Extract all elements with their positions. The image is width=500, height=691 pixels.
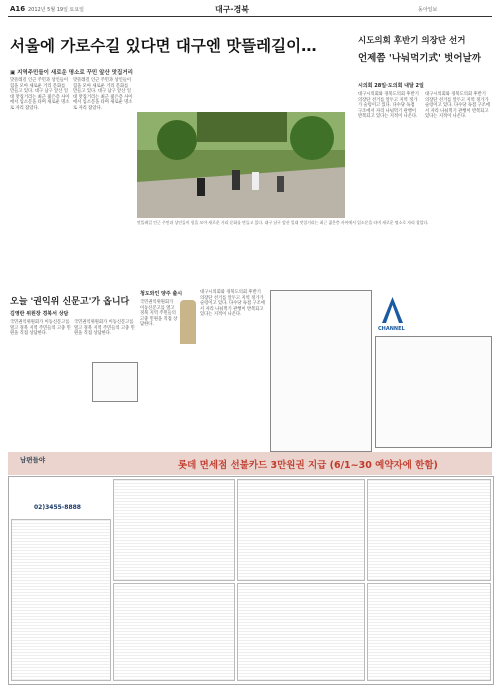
lower-subhead: 김영란 위원장 경북서 상담 [10, 311, 69, 317]
ad-title: 롯데 면세점 선불카드 3만원권 지급 (6/1~30 예약자에 한함) [178, 460, 438, 471]
main-subhead: ▣ 지역주민들이 새로운 명소로 꾸민 앞산 맛집거리 [10, 70, 133, 76]
right-subhead: 시의회 28일·도의회 내달 2일 [358, 83, 424, 89]
date: 2012년 5월 19일 토요일 [28, 7, 85, 13]
wine-bottle-image [180, 300, 196, 344]
header-rule [8, 16, 492, 17]
notice-box [270, 290, 372, 452]
main-body-col1: 맛뜰레길 인근 주민과 상인들이 힘을 모아 새로운 거리 문화를 만들고 있다. 대구 남구 앞산 일대 맛집거리는 최근 젊은층 사이에서 입소문을 타며 새로운 명소로 자리 잡았다. [10, 78, 70, 111]
ad-logo: 남편들야 [20, 456, 46, 464]
channel-a-logo [380, 295, 405, 327]
main-body-col2: 맛뜰레길 인근 주민과 상인들이 힘을 모아 새로운 거리 문화를 만들고 있다. 대구 남구 앞산 일대 맛집거리는 최근 젊은층 사이에서 입소문을 타며 새로운 명소로 자리 잡았다. [73, 78, 133, 111]
right-body-col1: 대구시의회와 경북도의회 후반기 의장단 선거를 앞두고 지역 정가가 술렁이고 있다. 다수당 독점 구조에서 자리 나눠먹기 관행이 반복되고 있다는 지적이 나온다. [358, 92, 419, 120]
ad-cell [367, 583, 491, 681]
lower-body-col1: 국민권익위원회가 이동신문고를 열고 경북 지역 주민들의 고충 민원을 직접 상담한다. [10, 320, 71, 337]
street-photo [137, 112, 345, 218]
page-number: A16 [10, 5, 26, 13]
right-headline-1: 시도의회 후반기 의장단 선거 [358, 36, 466, 46]
right-body-col2: 대구시의회와 경북도의회 후반기 의장단 선거를 앞두고 지역 정가가 술렁이고 있다. 다수당 독점 구조에서 자리 나눠먹기 관행이 반복되고 있다는 지적이 나온다. [425, 92, 490, 120]
lower-headline: 오늘 '권익위 신문고'가 옵니다 [10, 297, 130, 307]
photo-caption: 맛뜰레길 인근 주민과 상인들이 힘을 모아 새로운 거리 문화를 만들고 있다. 대구 남구 앞산 일대 맛집거리는 최근 젊은층 사이에서 입소문을 타며 새로운 명소로 자리 잡았다. [137, 220, 429, 225]
ad-cell [237, 479, 365, 581]
ad-phone: 02)3455-8888 [34, 504, 81, 511]
ad-cell [113, 479, 235, 581]
main-headline: 서울에 가로수길 있다면 대구엔 맛뜰레길이… [10, 37, 317, 55]
paper-name: 동아일보 [418, 7, 438, 13]
ad-banner [8, 452, 492, 475]
ad-cell [367, 479, 491, 581]
channel-a-text: CHANNEL [378, 326, 405, 332]
wine-body: 국민권익위원회가 이동신문고를 열고 경북 지역 주민들의 고충 민원을 직접 상담한다. [140, 300, 178, 328]
tv-schedule [375, 336, 492, 448]
ad-grid [8, 476, 494, 685]
ad-cell [113, 583, 235, 681]
lower-body-col2: 국민권익위원회가 이동신문고를 열고 경북 지역 주민들의 고충 민원을 직접 상담한다. [74, 320, 135, 337]
lower-body-col3: 대구시의회와 경북도의회 후반기 의장단 선거를 앞두고 지역 정가가 술렁이고 있다. 다수당 독점 구조에서 자리 나눠먹기 관행이 반복되고 있다는 지적이 나온다. [200, 290, 265, 318]
right-headline-2: 언제쯤 '나눠먹기式' 벗어날까 [358, 53, 481, 64]
ad-cell [11, 519, 111, 681]
ad-cell [237, 583, 365, 681]
wine-caption: 청도와인 양주 출시 [140, 291, 183, 297]
info-box [92, 362, 138, 402]
section-title: 대구·경북 [215, 5, 249, 14]
page-header [0, 0, 500, 16]
